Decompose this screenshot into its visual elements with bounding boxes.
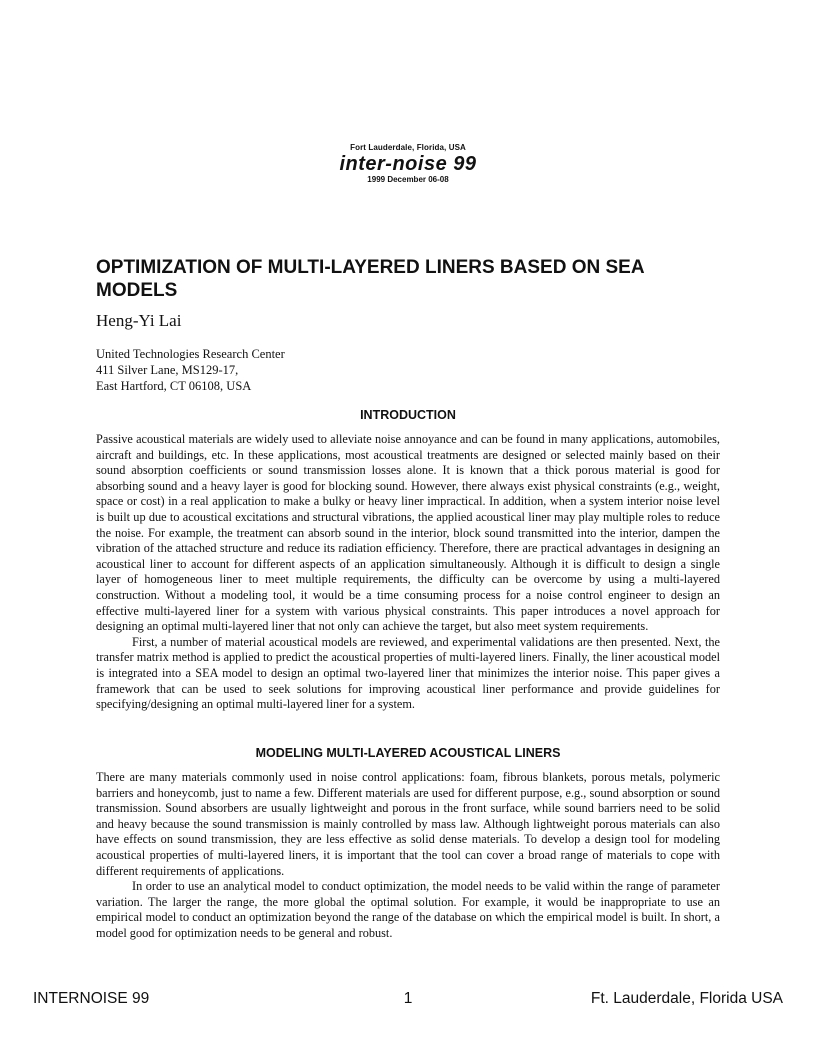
paragraph: Passive acoustical materials are widely used to alleviate noise annoyance and can be found in many applications, automobiles, aircraft and buildings, etc. In these applications, most acoustical treatments are designed or selected mainly based on their sound absorption coefficients or sound transmission losses alone. It is known that a thick porous material is good for absorbing sound and a heavy layer is good for blocking sound. However, there always exist physical constraints (e.g., weight, space or cost) in a real application to make a bulky or heavy liner impractical. In addition, when a system interior noise level is built up due to acoustical excitations and structural vibrations, the applied acoustical liner may play multiple roles to reduce the noise. For example, the treatment can absorb sound in the interior, block sound transmitted into the interior, dampen the vibration of the attached structure and reduce its radiation efficiency. Therefore, there are practical advantages in designing an acoustical liner to account for different aspects of an application simultaneously. Although it is difficult to design a single layer of homogeneous liner to meet multiple requirements, the difficulty can be overcome by using a multi-layered construction. Without a modeling tool, it would be a time consuming process for a noise control engineer to design an effective multi-layered liner for a system with various physical constraints. This paper introduces a novel approach for designing an optimal multi-layered liner that not only can achieve the target, but also meet system requirements. — [96, 432, 720, 634]
conference-logo — [0, 143, 816, 184]
affiliation-line: 411 Silver Lane, MS129-17, — [96, 363, 239, 377]
logo-dates: 1999 December 06-08 — [367, 175, 449, 184]
paragraph: There are many materials commonly used in noise control applications: foam, fibrous blankets, porous metals, polymeric barriers and honeycomb, just to name a few. Different materials are used for different purpose, e.g., sound absorption or sound transmission. Sound absorbers are usually lightweight and porous in the front surface, while sound barriers need to be solid and heavy because the sound transmission is mainly controlled by mass law. Although lightweight porous materials can also have effects on sound transmission, they are less effective as solid dense materials. To develop a design tool for modeling acoustical properties of multi-layered liners, it is important that the tool can cover a broad range of materials to cope with different requirements of applications. — [96, 770, 720, 878]
footer-conference: INTERNOISE 99 — [33, 990, 150, 1007]
paragraph: First, a number of material acoustical models are reviewed, and experimental validations are then presented. Next, the transfer matrix method is applied to predict the acoustical properties of multi-layered liners. Finally, the liner acoustical model is integrated into a SEA model to design an optimal two-layered liner that minimizes the interior noise. This paper gives a framework that can be used to seek solutions for improving acoustical liner performance and provide guidelines for specifying/designing an optimal multi-layered liner for a system. — [96, 634, 720, 712]
section-heading-introduction: INTRODUCTION — [360, 408, 456, 422]
footer-page-number: 1 — [403, 990, 413, 1007]
author-affiliation — [96, 346, 720, 394]
modeling-body — [96, 770, 720, 942]
affiliation-line: East Hartford, CT 06108, USA — [96, 379, 252, 393]
section-heading-modeling: MODELING MULTI-LAYERED ACOUSTICAL LINERS — [255, 746, 561, 760]
footer-location: Ft. Lauderdale, Florida USA — [590, 990, 783, 1007]
author-name: Heng-Yi Lai — [96, 311, 182, 330]
logo-name: inter-noise 99 — [339, 153, 477, 175]
logo-location: Fort Lauderdale, Florida, USA — [350, 143, 466, 152]
paragraph: In order to use an analytical model to conduct optimization, the model needs to be valid within the range of parameter variation. The larger the range, the more global the optimal solution. For example, it would be inappropriate to use an empirical model to conduct an optimization beyond the range of the database on which the empirical model is built. In short, a model good for optimization needs to be general and robust. — [96, 879, 720, 940]
paper-title: OPTIMIZATION OF MULTI-LAYERED LINERS BASED ON SEA MODELS — [96, 257, 644, 301]
affiliation-line: United Technologies Research Center — [96, 347, 285, 361]
introduction-body — [96, 432, 720, 713]
